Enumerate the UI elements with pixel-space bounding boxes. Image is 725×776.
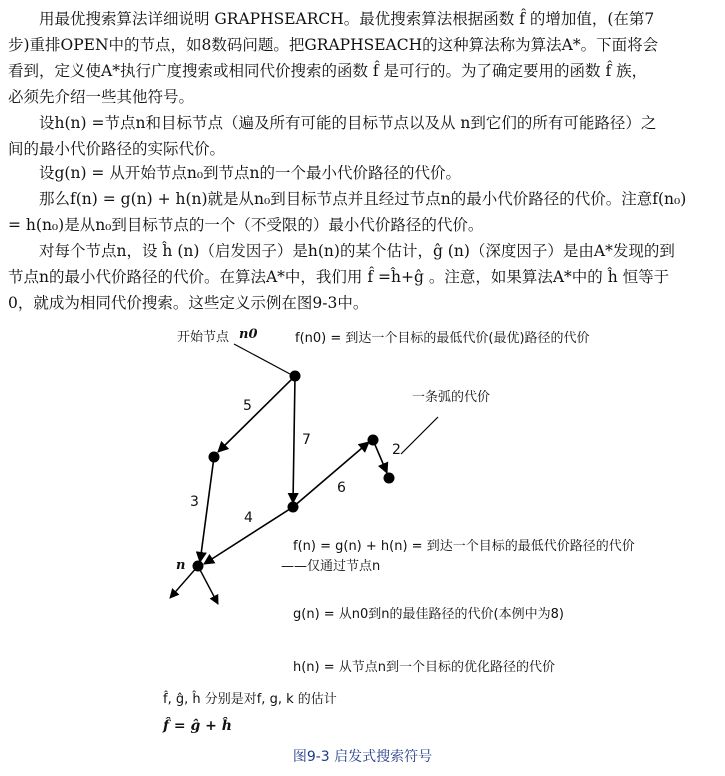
- edge-n-out-2: [198, 566, 218, 604]
- pointer-line-n0: [234, 344, 290, 374]
- edge-mid-to-upper: [293, 442, 369, 507]
- text-paragraph-4: [8, 186, 725, 238]
- text-paragraph-2: [8, 110, 725, 162]
- node-mid: [288, 502, 299, 513]
- text-line: 设g(n) = 从开始节点n₀到节点n的一个最小代价路径的代价。: [39, 164, 462, 182]
- formula: f̂ = ĝ + ĥ: [163, 718, 232, 734]
- node-upper: [368, 435, 379, 446]
- only-through-n: ——仅通过节点n: [281, 559, 381, 574]
- text-line: 节点n的最小代价路径的代价。在算法A*中，我们用 f̂ =ĥ+ĝ 。注意，如果算法A*中的 ĥ 恒等于: [8, 268, 670, 286]
- text-line: 对每个节点n，设 ĥ (n)（启发因子）是h(n)的某个估计，ĝ (n)（深度因子）是由A*发现的到: [39, 242, 675, 260]
- n0-label: n0: [239, 327, 258, 342]
- text-paragraph-3: [8, 160, 725, 186]
- text-line: 必须先介绍一些其他符号。: [8, 88, 195, 106]
- edge-weight-label: 4: [244, 510, 253, 526]
- f-n0-definition: f(n0) = 到达一个目标的最低代价(最优)路径的代价: [295, 331, 590, 346]
- g-n-definition: g(n) = 从n0到n的最佳路径的代价(本例中为8): [293, 607, 564, 622]
- arc-cost-label: 一条弧的代价: [412, 390, 491, 405]
- text-line: 设h(n) =节点n和目标节点（遍及所有可能的目标节点以及从 n到它们的所有可能路径）之: [39, 114, 657, 132]
- text-line: = h(n₀)是从n₀到目标节点的一个（不受限的）最小代价路径的代价。: [8, 216, 484, 234]
- edge-left-to-n: [200, 457, 214, 562]
- text-line: 用最优搜索算法详细说明 GRAPHSEARCH。最优搜索算法根据函数 f̂ 的增加值，(在第7: [39, 10, 655, 28]
- edge-weight-label: 5: [243, 398, 252, 414]
- text-line: 步)重排OPEN中的节点，如8数码问题。把GRAPHSEACH的这种算法称为算法A*。下面将会: [8, 36, 659, 54]
- text-paragraph-1: [8, 6, 725, 110]
- edge-n0-to-mid: [293, 376, 295, 503]
- text-line: 那么f(n) = g(n) + h(n)就是从n₀到目标节点并且经过节点n的最小代价路径的代价。注意f(n₀): [39, 190, 687, 208]
- pointer-line-arc: [401, 417, 438, 454]
- text-paragraph-5: [8, 238, 725, 316]
- f-n-definition: f(n) = g(n) + h(n) = 到达一个目标的最低代价路径的代价: [293, 539, 635, 554]
- text-line: 0，就成为相同代价搜索。这些定义示例在图9-3中。: [8, 294, 369, 312]
- estimates-note: f̂, ĝ, ĥ 分别是对f, g, k 的估计: [163, 692, 337, 707]
- h-n-definition: h(n) = 从节点n到一个目标的优化路径的代价: [293, 660, 556, 675]
- edge-weight-label: 2: [392, 442, 401, 458]
- node-right: [384, 473, 395, 484]
- node-n0: [290, 371, 301, 382]
- edge-weight-label: 6: [337, 480, 346, 496]
- start-node-label: 开始节点: [177, 330, 230, 345]
- search-graph-figure: [0, 318, 725, 776]
- edge-weight-label: 7: [302, 432, 311, 448]
- text-line: 间的最小代价路径的实际代价。: [8, 140, 226, 158]
- figure-caption: 图9-3 启发式搜索符号: [292, 749, 433, 765]
- n-label: n: [176, 558, 186, 573]
- text-line: 看到，定义使A*执行广度搜索或相同代价搜索的函数 f̂ 是可行的。为了确定要用的函数 f̂ 族，: [8, 62, 648, 80]
- node-n: [193, 561, 204, 572]
- edge-weight-label: 3: [190, 494, 199, 510]
- edge-n0-to-left: [218, 376, 295, 452]
- node-left: [209, 452, 220, 463]
